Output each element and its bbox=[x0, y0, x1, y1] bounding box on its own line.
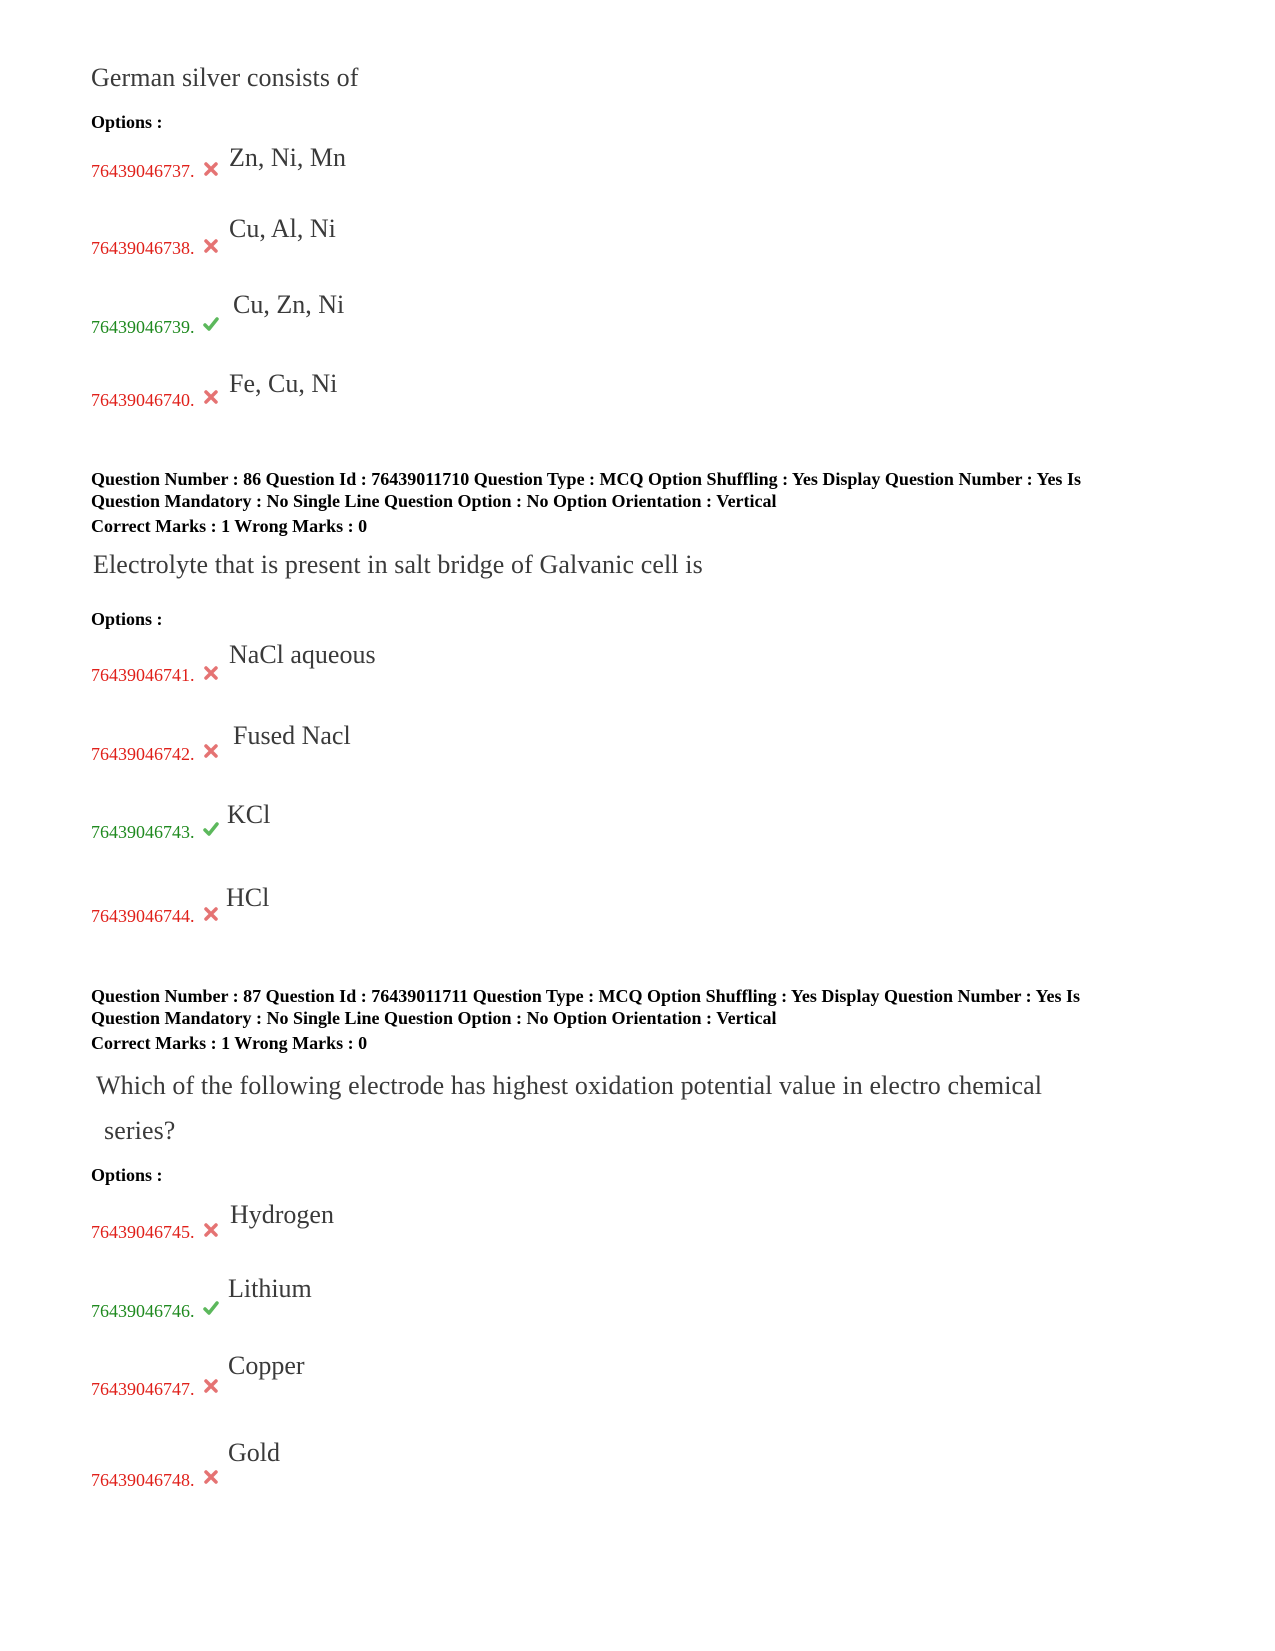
option-text: HCl bbox=[226, 883, 270, 912]
cross-icon bbox=[203, 161, 219, 177]
cross-icon bbox=[203, 389, 219, 405]
question-marks: Correct Marks : 1 Wrong Marks : 0 bbox=[91, 1033, 368, 1053]
option-text: Fused Nacl bbox=[233, 721, 351, 750]
check-icon bbox=[203, 821, 219, 837]
cross-icon bbox=[203, 238, 219, 254]
options-heading: Options : bbox=[91, 112, 163, 132]
option-id: 76439046746. bbox=[91, 1301, 195, 1321]
option-id: 76439046745. bbox=[91, 1222, 195, 1242]
option-id: 76439046747. bbox=[91, 1379, 195, 1399]
option-text: Zn, Ni, Mn bbox=[229, 143, 346, 172]
options-heading: Options : bbox=[91, 609, 163, 629]
option-id: 76439046744. bbox=[91, 906, 195, 926]
option-id: 76439046741. bbox=[91, 665, 195, 685]
question-marks: Correct Marks : 1 Wrong Marks : 0 bbox=[91, 516, 368, 536]
option-text: Cu, Zn, Ni bbox=[233, 290, 345, 319]
question-meta-line1: Question Number : 87 Question Id : 76439011711 Question Type : MCQ Option Shuffling : Yes Display Question Number : Yes Is bbox=[91, 986, 1080, 1006]
cross-icon bbox=[203, 1378, 219, 1394]
check-icon bbox=[203, 316, 219, 332]
cross-icon bbox=[203, 743, 219, 759]
option-text: KCl bbox=[227, 800, 271, 829]
question-meta-line2: Question Mandatory : No Single Line Question Option : No Option Orientation : Vertical bbox=[91, 1008, 777, 1028]
question-meta-line1: Question Number : 86 Question Id : 76439011710 Question Type : MCQ Option Shuffling : Yes Display Question Number : Yes Is bbox=[91, 469, 1081, 489]
option-text: Lithium bbox=[228, 1274, 312, 1303]
cross-icon bbox=[203, 665, 219, 681]
question-text-line1: Which of the following electrode has highest oxidation potential value in electro chemical bbox=[96, 1071, 1043, 1100]
options-heading: Options : bbox=[91, 1165, 163, 1185]
option-text: Gold bbox=[228, 1438, 280, 1467]
check-icon bbox=[203, 1300, 219, 1316]
option-id: 76439046737. bbox=[91, 161, 195, 181]
option-id: 76439046739. bbox=[91, 317, 195, 337]
option-text: Hydrogen bbox=[230, 1200, 334, 1229]
option-id: 76439046748. bbox=[91, 1470, 195, 1490]
cross-icon bbox=[203, 1222, 219, 1238]
question-text: Electrolyte that is present in salt bridge of Galvanic cell is bbox=[93, 550, 703, 579]
cross-icon bbox=[203, 1469, 219, 1485]
option-id: 76439046742. bbox=[91, 744, 195, 764]
option-text: Fe, Cu, Ni bbox=[229, 369, 338, 398]
question-text: German silver consists of bbox=[91, 63, 359, 92]
question-text-line2: series? bbox=[104, 1116, 176, 1145]
question-meta-line2: Question Mandatory : No Single Line Question Option : No Option Orientation : Vertical bbox=[91, 491, 777, 511]
option-id: 76439046738. bbox=[91, 238, 195, 258]
option-id: 76439046743. bbox=[91, 822, 195, 842]
cross-icon bbox=[203, 906, 219, 922]
option-text: NaCl aqueous bbox=[229, 640, 376, 669]
option-id: 76439046740. bbox=[91, 390, 195, 410]
option-text: Cu, Al, Ni bbox=[229, 214, 336, 243]
option-text: Copper bbox=[228, 1351, 305, 1380]
